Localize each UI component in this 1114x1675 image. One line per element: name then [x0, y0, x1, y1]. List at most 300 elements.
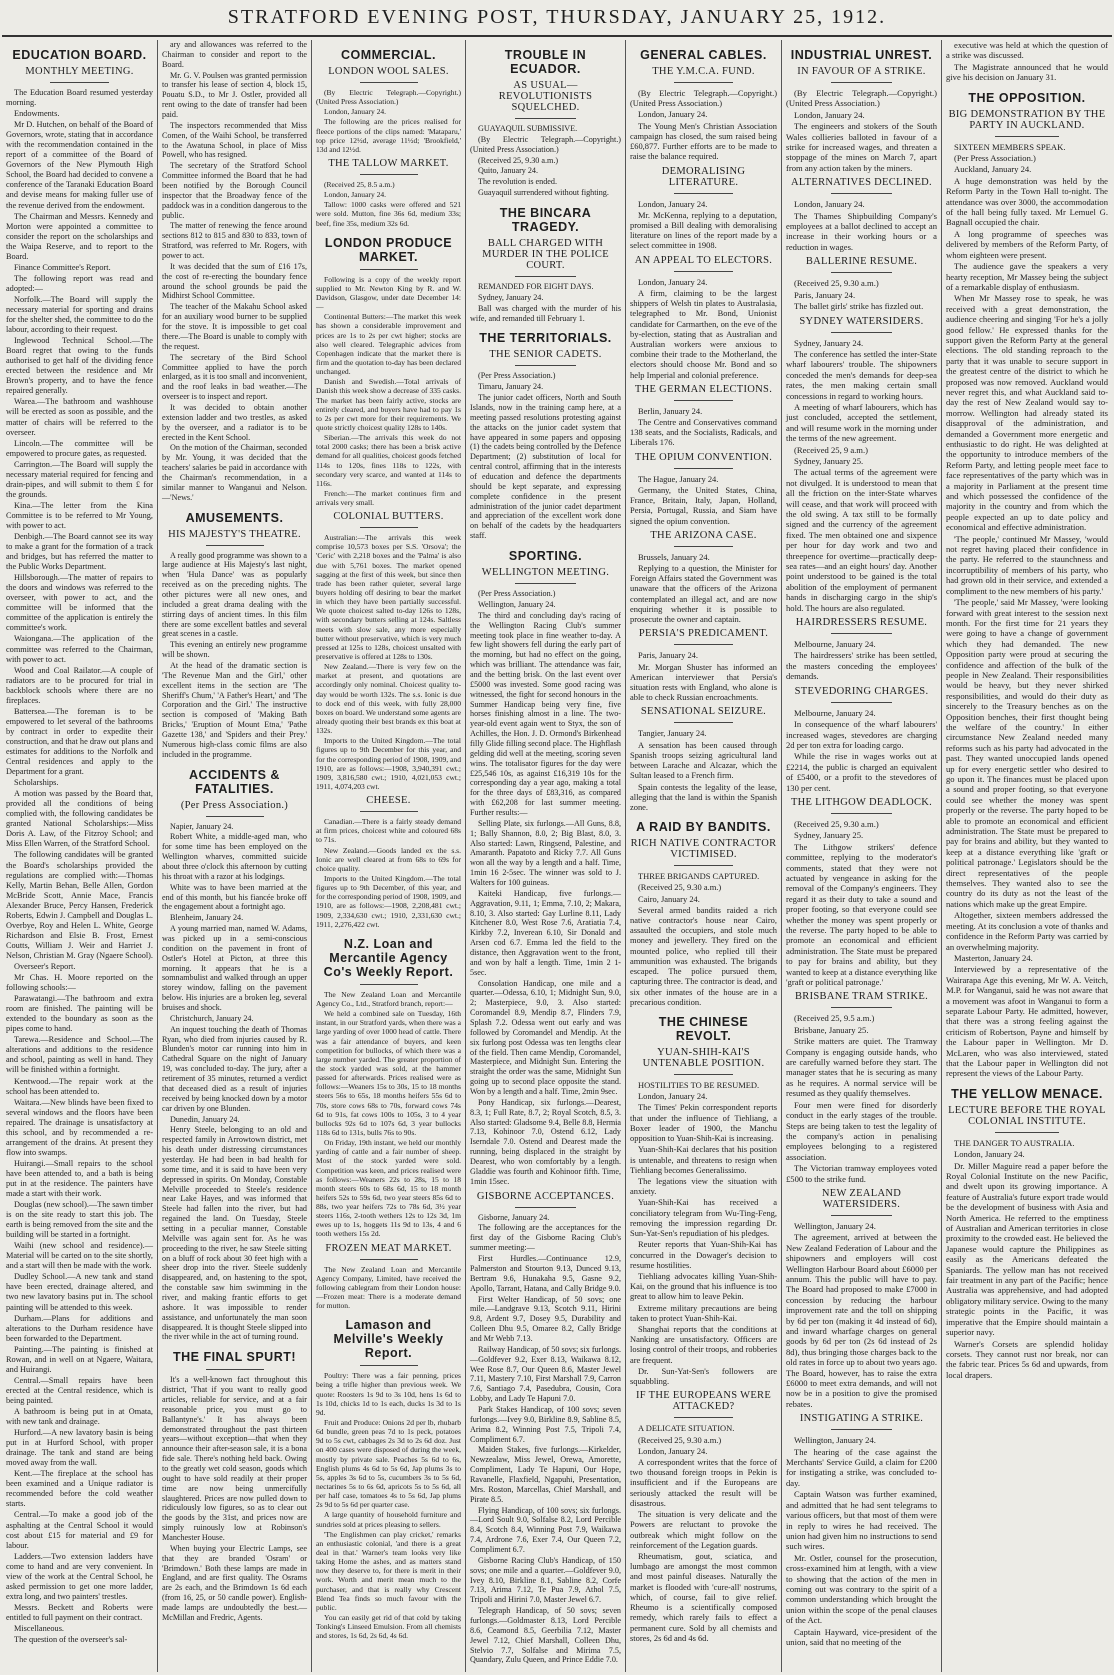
- separator-rule: [515, 583, 575, 584]
- article-paragraph: An inquest touching the death of Thomas Ryan, who died from injuries caused by R. Blunden's motor car running into him in Cathedral Square on the night of January 19, was concluded to-day. The jury, after a retirement of 35 minutes, returned a verdict that deceased died as a result of injuries received by being knocked down by a motor car driven by one Blunden.: [162, 1024, 307, 1113]
- article-paragraph: Kaiteki Handicap, five furlongs.—Aggravation, 9.11, 1; Emma, 7.10, 2; Makara, 8.10, 3. Also started: Gay Lurline 8.11, Lady Kitchener 8.0, West Rose 7.6, Aratiatia 7.4, Kirkby 7.2, Inverean 6.10, Sir Donald and Arsen cod 6.7. Emma led the field to the distance, then Aggravation went to the front, and won by half a length. Time, 1min 2 1-5sec.: [470, 888, 621, 977]
- article-paragraph: executive was held at which the question of a strike was discussed.: [946, 40, 1108, 61]
- article-paragraph: A really good programme was shown to a large audience at His Majesty's last night, when 'Hula Dance' was as popularly received as on the preceding nights. The other pictures were all new ones, and included a great drama dealing with the stirring days of ancient times. In this film there are some excellent battles and several great scenes in a castle.: [162, 550, 307, 639]
- article-paragraph: The Centre and Conservatives command 138 seats, and the Socialists, Radicals, and Liberals 176.: [630, 417, 777, 448]
- article-block: [786, 686, 937, 793]
- article-paragraph: Wellington, January 24.: [794, 1220, 876, 1231]
- article-subheading: CHEESE.: [366, 795, 411, 807]
- article-paragraph: Ladders.—Two extension ladders have come to hand and are very convenient. In view of the work at the Central School, he asked permission to get one more ladder, extra long, and two painters' trestles.: [6, 1551, 153, 1601]
- article-paragraph: The secretary of the Stratford School Committee informed the Board that he had been notified by the Borough Council inspector that the Broadway fence of the paddock was in a condition dangerous to the public.: [162, 161, 307, 220]
- article-paragraph: Kina.—The letter from the Kina Committee is to be referred to Mr Young, with power to act.: [6, 500, 153, 530]
- article-paragraph: A motion was passed by the Board that, provided all the conditions of being complied with, the following candidates be granted National Scholarships:—Miss Doris A. Law, of the Fitzroy School; and Miss Ellen Warren, of the Stratford School.: [6, 789, 153, 849]
- separator-rule: [360, 1365, 418, 1366]
- article-paragraph: Kent.—The fireplace at the school has been examined and a Unique radiator is recommended before the cold weather starts.: [6, 1469, 153, 1509]
- article-paragraph: London, January 24.: [638, 1091, 708, 1102]
- article-paragraph: Railway Handicap, of 50 sovs; six furlongs.—Goldfever 9.2, Exer 8.13, Waikawa 8.12, Wee Rose 8.7, Our Queen 8.6, Master Jewel 7.11, Mastery 7.10, First Marshall 7.9, Carron 7.6, Santiago 7.4, Pasedubra, Cousin, Cora Lobby, and Lady Te Hapuni 7.0.: [470, 1344, 621, 1404]
- article-paragraph: Tiehliang advocates killing Yuan-Shih-Kai, on the ground that his influence is too great to allow him to leave Pekin.: [630, 1270, 777, 1302]
- article-paragraph: You can easily get rid of that cold by taking Tonking's Linseed Emulsion. From all chemists and stores, 1s 6d, 2s 6d, 4s 6d.: [316, 1612, 461, 1641]
- article-paragraph: Painting.—The painting is finished at Rowan, and in well on at Ngaere, Waitara, and Huirangi.: [6, 1344, 153, 1374]
- article-paragraph: (Received 25, 9.30 a.m.): [478, 155, 559, 165]
- article-paragraph: Lincoln.—The committee will be empowered to procure gates, as requested.: [6, 438, 153, 458]
- article-subheading: WELLINGTON MEETING.: [481, 567, 610, 579]
- article-paragraph: London, January 24.: [794, 109, 865, 120]
- article-paragraph: The matter of renewing the fence around sections 812 to 815 and 830 to 833, town of Stratford, was referred to Mr. Rogers, with power to act.: [162, 221, 307, 261]
- separator-rule: [674, 546, 733, 547]
- separator-rule: [831, 1215, 891, 1216]
- article-paragraph: Tallow: 1000 casks were offered and 521 were sold. Mutton, fine 36s 6d, medium 33s; beef, fine 35s, medium 32s 6d.: [316, 200, 461, 228]
- article-paragraph: Dudley School.—A new tank and stand have been erected, drainage altered, and two new lavatory basins put in. The school painting will be attended to this week.: [6, 1272, 153, 1312]
- article-paragraph: Imports to the United Kingdom.—The total figures up to 9th December for this year, and for the corresponding period of 1908, 1909, and 1910, are as follows:—1908, 3,940,391 cwt.; 1909, 3,816,580 cwt.; 1910, 4,021,053 cwt.; 1911, 4,074,203 cwt.: [316, 736, 461, 791]
- article-paragraph: Gisborne, January 24.: [478, 1212, 550, 1222]
- article-paragraph: Robert White, a middle-aged man, who for some time has been employed on the Wellington wharves, committed suicide about three o'clock this afternoon by cutting his throat with a razor at his lodgings.: [162, 832, 307, 881]
- article-subheading: BRISBANE TRAM STRIKE.: [795, 991, 928, 1003]
- article-paragraph: Inglewood Technical School.—The Board regret that owing to the funds authorised to get half of the dividing fence erected between the residence and Mr Brown's property, and to have the fence repaired generally.: [6, 336, 153, 396]
- article-subheading: THE GERMAN ELECTIONS.: [634, 383, 773, 395]
- article-paragraph: Telegraph Handicap, of 50 sovs; seven furlongs.—Goldmaster 8.13, Lord Percible 8.6, Ceamond 8.5, Geerbilia 7.12, Master Jewel 7.12, Chief Marshall, Colleen Dhu, Stelvio 7.7, Solfalse and Mirima 7.5, Quandary, Zulu Queen, and Prince Eddie 7.0.: [470, 1606, 621, 1665]
- article-paragraph: Durham.—Plans for additions and alterations to the Durham residence have been forwarded to the Department.: [6, 1313, 153, 1343]
- article-paragraph: Central.—To make a good job of the asphalting at the Central School it would cost about £15 for material and £9 for labour.: [6, 1510, 153, 1550]
- article-paragraph: Huirangi.—Small repairs to the school have been attended to, and a bath is being put in at the residence. The painters have made a start with their work.: [6, 1158, 153, 1199]
- article-subheading: STEVEDORING CHARGES.: [794, 685, 929, 697]
- separator-rule: [206, 816, 264, 817]
- article-paragraph: The question of the overseer's sal-: [14, 1635, 128, 1645]
- article-paragraph: A large quantity of household furniture and sundries sold at prices pleasing to sellers.: [316, 1510, 461, 1529]
- article-block: [470, 48, 621, 198]
- separator-rule: [360, 82, 418, 83]
- article-paragraph: Tarewa.—Residence and School.—The alterations and additions to the residence and school, painting as well in hand. They will be finished within a fortnight.: [6, 1035, 153, 1075]
- article-paragraph: While the rise in wages works out at £2214, the public is charged an equivalent of £5400, or a profit to the stevedores of 130 per cent.: [786, 751, 937, 793]
- article-paragraph: London, January 24.: [324, 190, 387, 200]
- article-subheading: BIG DEMONSTRATION BY THE PARTY IN AUCKLAND.: [948, 108, 1106, 131]
- article-paragraph: Extreme military precautions are being taken to protect Yuan-Shih-Kai.: [630, 1302, 777, 1323]
- article-paragraph: A huge demonstration was held by the Reform Party in the Town Hall to-night. The attendance was over 3000, the accommodation of the hall being fully taxed. Mr Lemuel G. Bagnall occupied the chair.: [946, 175, 1108, 228]
- article-paragraph: The inspectors recommended that Miss Comen, of the Waihi School, be transferred to the Awatuna School, in place of Miss Powell, who has resigned.: [162, 120, 307, 160]
- article-paragraph: Dr. Miller Maguire read a paper before the Royal Colonial Institute on the new Pacific, and dwelt upon its growing importance. A feature of Australia's future export trade would be the development of business with Asia and North America. He referred to the emptiness of Australian and American territories in close proximity to the crowded east. He believed the Japanese would capture the Philippines as easily as the Americans defeated the Spaniards. The yellow man has not received fair treatment in any part of the Pacific; hence Australia was apprehensive, and had adopted obligatory military service. Owing to the many strategic points in the Pacific, it was imperative that the Empire should maintain a superior navy.: [946, 1160, 1108, 1338]
- article-block: [630, 48, 777, 162]
- separator-rule: [831, 272, 891, 273]
- article-paragraph: REMANDED FOR EIGHT DAYS.: [478, 282, 594, 292]
- article-block: [316, 158, 461, 228]
- article-subheading: THE TALLOW MARKET.: [328, 157, 449, 169]
- article-paragraph: Mr. Morgan Shuster has informed an American interviewer that Persia's situation rests with England, who alone is able to check Russian encroachments.: [630, 661, 777, 703]
- article-paragraph: Napier, January 24.: [170, 821, 234, 831]
- article-block: [316, 1243, 461, 1311]
- article-paragraph: Mr. G. V. Poulsen was granted permission to transfer his lease of section 4, block 15, Pouatu S.D., to Mr J. Ostler, provided all rent owing to the date of transfer had been paid.: [162, 70, 307, 120]
- article-paragraph: On Friday, 19th instant, we held our monthly yarding of cattle and a fair number of sheep. Most of the stock yarded were sold. Competition was keen, and prices realised were as follows:—Weaners 22s to 28s, 15 to 18 month steers 60s to 68s 6d, 15 to 18 month heifers 52s to 59s 6d, two year steers 85s 6d to 88s, two year heifers 72s to 78s 6d, 3½ year steers 116s, 2-tooth wethers 12s to 12s 3d, 1m ewes up to 1s, hoggets 11s 9d to 13s, 4 and 6 tooth wethers 15s 2d.: [316, 1138, 461, 1239]
- article-paragraph: Dunedin, January 24.: [170, 1114, 240, 1124]
- article-block: [316, 795, 461, 929]
- article-paragraph: The Victorian tramway employees voted £500 to the strike fund.: [786, 1163, 937, 1184]
- article-block: [162, 511, 307, 760]
- article-subheading: RICH NATIVE CONTRACTOR VICTIMISED.: [630, 838, 777, 861]
- article-paragraph: The revolution is ended.: [478, 177, 557, 187]
- article-paragraph: A sensation has been caused through Spanish troops seizing agricultural land between Larache and Alcazar, which the Sultan leased to a French firm.: [630, 739, 777, 781]
- article-paragraph: The Times' Pekin correspondent reports that under the influence of Tiehliang, a Boxer leader of 1900, the Manchu opposition to Yuan-Shih-Kai is increasing.: [630, 1102, 777, 1144]
- article-block: [316, 511, 461, 791]
- article-paragraph: Mr. McKenna, replying to a deputation, promised a Bill dealing with demoralising literature on lines of the report made by a select committee in 1908.: [630, 209, 777, 251]
- article-block: [630, 452, 777, 526]
- article-paragraph: Kentwood.—The repair work at the school has been attended to.: [6, 1076, 153, 1096]
- article-paragraph: Hillsborough.—The matter of repairs to the doors and windows was referred to the overseer, with power to act, and the committee will be informed that the committee of the application is entirely the committee's work.: [6, 573, 153, 633]
- article-paragraph: Timaru, January 24.: [478, 382, 544, 392]
- article-subheading: LECTURE BEFORE THE ROYAL COLONIAL INSTITUTE.: [948, 1104, 1106, 1127]
- article-paragraph: ary and allowances was referred to the Chairman to consider and report to the Board.: [162, 40, 307, 69]
- separator-rule: [515, 276, 575, 277]
- article-paragraph: Norfolk.—The Board will supply the necessary material for sporting and drains for the shelter shed, the committee to do the labour, according to their request.: [6, 294, 153, 335]
- article-paragraph: Park Stakes Handicap, of 100 sovs; seven furlongs.—Ivey 9.0, Birkline 8.9, Sabline 8.5, Arima 8.2, Winning Post 7.5, Tripoli 7.4, Compliment 6.7.: [470, 1404, 621, 1444]
- article-paragraph: The teacher of the Makahu School asked for an auxiliary wood burner to be supplied for the stove. It is impossible to get coal there.—The Board is unable to comply with the request.: [162, 302, 307, 351]
- article-paragraph: The hearing of the case against the Merchants' Service Guild, a claim for £200 for instigating a strike, was concluded to-day.: [786, 1446, 937, 1488]
- article-subheading: THE Y.M.C.A. FUND.: [652, 66, 755, 77]
- article-paragraph: Replying to a question, the Minister for Foreign Affairs stated the Government was unaware that the officers of the Arizona contemplated an illegal act, and are now enquiring whether it is possible to prosecute the owner and captain.: [630, 563, 777, 625]
- article-paragraph: London, January 24.: [794, 199, 865, 210]
- article-paragraph: The audience gave the speakers a very hearty reception, Mr Massey being the subject of a remarkable display of enthusiasm.: [946, 261, 1108, 292]
- article-subheading: LONDON WOOL SALES.: [328, 66, 449, 77]
- article-paragraph: Captain Hayward, vice-president of the union, said that no meeting of the: [786, 1626, 937, 1647]
- article-subheading: MONTHLY MEETING.: [25, 66, 134, 77]
- article-heading: ACCIDENTS & FATALITIES.: [189, 767, 280, 796]
- separator-rule: [674, 400, 733, 401]
- article-paragraph: Canadian.—There is a fairly steady demand at firm prices, choicest white and coloured 68s to 71s.: [316, 817, 461, 845]
- article-paragraph: Paris, January 24.: [794, 289, 856, 300]
- article-subheading: THE ARIZONA CASE.: [650, 529, 757, 541]
- separator-rule: [674, 644, 733, 645]
- article-paragraph: The Chairman and Messrs. Kennedy and Morton were appointed a committee to consider the report on the scholarships and the Waipa Reserve, and to report to the Board.: [6, 211, 153, 261]
- article-paragraph: (By Electric Telegraph.—Copyright.) (United Press Association.): [316, 88, 461, 107]
- article-paragraph: Miscellaneous.: [14, 1623, 65, 1633]
- article-block: [316, 48, 461, 154]
- article-paragraph: It was decided to obtain another extension ladder and two trestles, as asked by the overseer, and a radiator is to be erected in the Kent School.: [162, 402, 307, 442]
- article-block: [786, 1188, 937, 1409]
- article-paragraph: Wellington, January 24.: [794, 1435, 876, 1446]
- article-block: [630, 706, 777, 812]
- article-paragraph: (Received 25, 9.30 a.m.): [794, 818, 879, 829]
- article-paragraph: The New Zealand Loan and Mercantile Agency Co., Ltd., Stratford branch, report:—: [316, 989, 461, 1008]
- separator-rule: [831, 633, 891, 634]
- separator-rule: [674, 271, 733, 272]
- article-heading: A RAID BY BANDITS.: [636, 820, 771, 835]
- separator-rule: [674, 1417, 733, 1418]
- article-heading: THE YELLOW MENACE.: [951, 1086, 1103, 1101]
- article-paragraph: (Received 25, 9 a.m.): [794, 444, 868, 455]
- article-block: [786, 177, 937, 252]
- article-paragraph: The agreement, arrived at between the New Zealand Federation of Labour and the shipowners and employers will cost Wellington Harbour Board about £6000 per annum. This the public will have to pay. The Board had proposed to make £7000 in concession by reducing the harbour improvement rate and the toll on shipping by 6d per ton (making it 4d instead of 6d), and inward wharfage charges on general goods by 6d per ton (2s 6d instead of 2s 8d), thus bringing those charges back to the old rates in force up to about two years ago. The Board, however, has to raise the extra £6000 to meet extra demands, and will not now be in a position to give the promised rebates.: [786, 1232, 937, 1409]
- article-paragraph: A firm, claiming to be the largest shippers of Welsh tin plates to Australasia, telegraphed to Mr. Bond, Unionist candidate for Carmarthen, on the eve of the by-election, stating that as Australian and Australian workers were anxious to combine their trade to the Motherland, the electors should choose Mr. Bond and so help Imperial and colonial preference.: [630, 287, 777, 380]
- article-paragraph: Mr. Ostler, counsel for the prosecution, cross-examined him at length, with a view to showing that the action of the men in coming out was contrary to the spirit of a common understanding which brought the union within the scope of the penal clauses of the Act.: [786, 1552, 937, 1626]
- article-subheading: AN APPEAL TO ELECTORS.: [634, 254, 773, 266]
- article-subheading: ALTERNATIVES DECLINED.: [791, 177, 932, 189]
- article-paragraph: The Thames Shipbuilding Company's employees at a ballot declined to accept an increase in their working hours or a reduction in wages.: [786, 210, 937, 252]
- article-paragraph: Maiden Stakes, five furlongs.—Kirkelder, Newzealaw, Miss Jewel, Orewa, Amorette, Compliment, Lady Te Hapuni, Our Hope, Ravanelle, Flaxfield, Ngapuhi, Presentation, Mrs. Roston, Marcellas, Chief Marshall, and Pirate 8.5.: [470, 1445, 621, 1504]
- article-paragraph: (Per Press Association.): [478, 371, 556, 381]
- article-block: [470, 549, 621, 1187]
- article-block: [786, 797, 937, 988]
- article-paragraph: Sydney, January 24.: [478, 292, 544, 302]
- article-paragraph: Fruit and Produce: Onions 2d per lb, rhubarb 6d bundle, green peas 7d to 1s peck, potatoes 9d to 5s cwt, cabbages 2s 3d to 2s 6d doz. Just on 400 cases were disposed of during the week, mostly by private sale. Peaches 5s 6d to 6s, English plums 4s 6d to 5s 6d, Jap plums 3s to 5s, apples 3s 6d to 5s, cucumbers 3s to 5s 6d, nectarines 5s to 6s 6d, apricots 5s to 5s 6d, all per half case, tomatoes 4s to 5s 6d, Jap plums 2s 9d to 5s 6d per quarter case.: [316, 1418, 461, 1510]
- article-heading: THE BINCARA TRAGEDY.: [499, 206, 592, 235]
- column-2: [158, 40, 312, 1672]
- article-paragraph: Warea.—The bathroom and washhouse will be erected as soon as possible, and the matter of chairs will be referred to the overseer.: [6, 397, 153, 437]
- article-paragraph: Captain Watson was further examined, and admitted that he had sent telegrams to various officers, but that most of them were in reply to wires he had received. The union had given him no instructions to send such wires.: [786, 1489, 937, 1552]
- article-subheading: IN FAVOUR OF A STRIKE.: [797, 66, 926, 77]
- article-paragraph: (By Electric Telegraph.—Copyright.) (United Press Association.): [630, 88, 777, 109]
- separator-rule: [995, 1132, 1060, 1133]
- article-block: [630, 1015, 777, 1386]
- article-paragraph: A long programme of speeches was delivered by members of the Reform Party, of whom eighteen were present.: [946, 228, 1108, 260]
- article-subheading: GISBORNE ACCEPTANCES.: [476, 1190, 615, 1202]
- article-paragraph: French:—The market continues firm and arrivals very small.: [316, 488, 461, 508]
- article-paragraph: Poultry: There was a fair penning, prices being a trifle higher than previous week. We quote: Roosters 1s 9d to 3s 10d, hens 1s 6d to 1s 10d, chicks 1d to 1s each, ducks 1s 3d to 1s 9d.: [316, 1371, 461, 1417]
- article-paragraph: First Welter Handicap, of 50 sovs; one mile.—Landgrave 9.13, Scotch 9.11, Hirini 9.8, Ardent 9.7, Dosey 9.5, Durability and Colleen Dhu 9.5, Omaree 8.2, Cally Bridge and Mr Webb 7.13.: [470, 1294, 621, 1343]
- article-paragraph: Rheumatism, gout, sciatica, and lumbago are amongst the most common and most painful diseases. Naturally the market is flooded with 'cure-all' nostrums, which, of course, fail to give relief. Rheumo is a scientifically composed remedy, which rarely fails to effect a permanent cure. Sold by all chemists and stores, 2s 6d and 4s 6d.: [630, 1550, 777, 1643]
- article-paragraph: (Received 25, 9.30 a.m.): [638, 1434, 722, 1445]
- article-heading: THE CHINESE REVOLT.: [658, 1015, 749, 1043]
- article-paragraph: A correspondent writes that the force of two thousand foreign troops in Pekin is insufficient and if the Europeans are seriously attacked the result will be disastrous.: [630, 1457, 777, 1508]
- column-3: [312, 40, 466, 1672]
- separator-rule: [206, 1369, 264, 1370]
- column-4: [466, 40, 626, 1672]
- article-paragraph: Masterton, January 24.: [954, 952, 1033, 963]
- article-block: [470, 331, 621, 541]
- article-heading: N.Z. Loan and Mercantile Agency Co's Weekly Report.: [323, 936, 454, 979]
- article-paragraph: Cairo, January 24.: [638, 893, 700, 904]
- article-paragraph: Messrs. Beckett and Roberts were entitled to full payment on their contract.: [6, 1602, 153, 1622]
- separator-rule: [831, 1007, 891, 1008]
- separator-rule: [831, 1429, 891, 1430]
- article-paragraph: Following is a copy of the weekly report supplied to Mr. Newton King by R. and W. Davidson, Glasgow, under date December 14:—: [316, 274, 461, 312]
- article-heading: EDUCATION BOARD.: [12, 48, 147, 62]
- article-subheading: SYDNEY WATERSIDERS.: [799, 315, 924, 327]
- columns-container: [2, 40, 1112, 1672]
- article-paragraph: Warner's Corsets are splendid holiday corsets. They cannot rust nor break, nor can the fabric tear. Prices 5s 6d and upwards, from local drapers.: [946, 1338, 1108, 1380]
- article-paragraph: Imports to the United Kingdom.—The total figures up to 9th December, of this year, and for the corresponding period of 1908, 1909, and 1910, are as follows:—1908, 2,208,481 cwt.; 1909, 2,334,630 cwt.; 1910, 2,331,630 cwt.; 1911, 2,276,422 cwt.: [316, 873, 461, 929]
- article-heading: Lamason and Melville's Weekly Report.: [333, 1318, 444, 1361]
- column-6: [782, 40, 942, 1672]
- article-heading: THE TERRITORIALS.: [479, 331, 612, 346]
- article-paragraph: The hairdressers' strike has been settled, the masters conceding the employees' demands.: [786, 650, 937, 682]
- column-7: [942, 40, 1112, 1672]
- separator-rule: [831, 813, 891, 814]
- article-paragraph: A DELICATE SITUATION.: [638, 1423, 735, 1434]
- article-paragraph: The Lithgow strikers' defence committee, replying to the moderator's comments, stated that they were not actuated by vengeance in asking for the removal of the Company's engineers. They regard it as their duty to take a sound and proper footing, so that everyone could see whether the money was spent properly or the reverse. The party hoped to be able to promote an economical and efficient administration. The State must be prepared to pay for brains and ability, but they wanted to keep at a distance everything like 'graft or political patronage.': [786, 841, 937, 988]
- article-paragraph: Flying Handicap, of 100 sovs; six furlongs.—Lord Soult 9.0, Solfalse 8.2, Lord Percible 8.4, Scotch 8.4, Winning Post 7.9, Waikawa 7.4, Ardrone 7.6, Exer 7.4, Our Queen 7.2, Compliment 6.7.: [470, 1505, 621, 1554]
- article-paragraph: Melbourne, January 24.: [794, 707, 876, 718]
- article-paragraph: Shanghai reports that the conditions at Nanking are unsatisfactory. Officers are losing control of their troops, and robberies are frequent.: [630, 1324, 777, 1365]
- article-block: [630, 255, 777, 380]
- article-paragraph: Several armed bandits raided a rich native contractor's house near Cairo, assaulted the occupiers, and stole much money and jewellery. They fired on the mounted police, who replied till their ammunition was exhausted. The brigands escaped. The police pursued them, capturing three. The contractor is dead, and six other inmates of the house are in a precarious condition.: [630, 904, 777, 1007]
- article-paragraph: (Received 25, 9.5 a.m.): [794, 1013, 875, 1024]
- separator-rule: [995, 136, 1060, 137]
- article-paragraph: Guayaquil surrendered without fighting.: [478, 188, 609, 198]
- article-block: [630, 628, 777, 702]
- article-paragraph: Gisborne Racing Club's Handicap, of 150 sovs; one mile and a quarter.—Goldfever 9.0, Ivey 8.10, Birkline 8.1, Sabline 8.2, Corfe 7.13, Arima 7.12, Te Pua 7.9, Athol 7.5, Tripoli and Hirini 7.0, Master Jewel 6.7.: [470, 1555, 621, 1605]
- article-block: [786, 617, 937, 682]
- article-paragraph: A bathroom is being put in at Omata, with new tank and drainage.: [6, 1407, 153, 1427]
- article-heading: INDUSTRIAL UNREST.: [790, 48, 933, 62]
- article-paragraph: The conference has settled the inter-State wharf labourers' trouble. The shipowners conceded the men's demands for deep-sea rates, the men making certain small concessions in regard to working hours.: [786, 348, 937, 401]
- article-paragraph: 'The people,' continued Mr Massey, 'would not regret having placed their confidence in the party. He referred to the staunchness and incorruptibility of members of his party, who had grown old in their service, and extended a compliment to the new members of his party.': [946, 533, 1108, 596]
- article-paragraph: Siberian.—The arrivals this week do not total 2000 casks; there has been a brisk active demand for all qualities, choicest goods fetched 114s to 120s, fines 118s to 122s, with secondary very scarce, and wanted at 114s to 116s.: [316, 433, 461, 488]
- article-paragraph: Auckland, January 24.: [954, 164, 1032, 175]
- article-paragraph: Australian:—The arrivals this week comprise 10,573 boxes per S.S. 'Orsova'; the 'Ceric' with 2,218 boxes and the 'Palma' is also due with 5,761 boxes. The market opened sagging at the first of this week, but since then trade has been rather quieter, several large buyers holding off desiring to bear the market in which they have been partially successful. We quote choicest salted to-day 126s to 128s, with secondary butters selling at 124s. Saltless meets with slow sale, any more especially butter without preservative, which is very much pressed at 125s to 128s, choicest unsalted with preservative is offered at 128s to 130s.: [316, 533, 461, 662]
- article-paragraph: Henry Steele, belonging to an old and respected family in Arrowtown district, met his death under distressing circumstances yesterday. He had been in bad health for some time, and it is said to have been very depressed in spirits. On Monday, Constable Melville proceeded to Steele's residence near Lake Hayes, and was informed that Steele had fallen into the river, but had regained the land. On Tuesday, Steele setting in a peculiar manner, Constable Melville was again sent for. As he was proceeding to the river, he saw Steele sitting on a bluff of rock about 30 feet high with a sheer drop into the river. Steele suddenly disappeared, and, on hastening to the spot, the constable saw him swimming in the river, and making frantic efforts to get ashore. It was impossible to render assistance, and unfortunately the man soon disappeared. It is thought Steele slipped into the river while in the act of turning round.: [162, 1125, 307, 1342]
- article-heading: THE OPPOSITION.: [968, 90, 1086, 105]
- article-paragraph: Blenheim, January 24.: [170, 913, 244, 923]
- article-subheading: AS USUAL—REVOLUTIONISTS SQUELCHED.: [498, 80, 593, 113]
- article-paragraph: Strike matters are quiet. The Tramway Company is engaging outside hands, who are carefully warned before they start. The manager states that he is securing as many as he requires. A normal service will be resumed as they qualify themselves.: [786, 1036, 937, 1099]
- article-paragraph: SIXTEEN MEMBERS SPEAK.: [954, 141, 1066, 152]
- article-paragraph: Selling Plate, six furlongs.—All Guns, 8.8, 1; Bally Shannon, 8.0, 2; Big Blast, 8.0, 3. Also started: Lawn, Ringsend, Palestine, and Amaranth. Papatoto and Ricky 7.7. All Guns won all the way by a length and a half. Time, 1min 16 2-5sec. The winner was sold to J. Walters for 100 guineas.: [470, 818, 621, 887]
- article-block: [630, 384, 777, 448]
- article-paragraph: THREE BRIGANDS CAPTURED.: [638, 871, 760, 882]
- column-1: [2, 40, 158, 1672]
- article-paragraph: Brisbane, January 25.: [794, 1024, 869, 1035]
- article-paragraph: (By Electric Telegraph.—Copyright.) (United Press Association.): [470, 134, 621, 154]
- article-paragraph: Waiongana.—The application of the committee was referred to the Chairman, with power to act.: [6, 634, 153, 664]
- article-paragraph: New Zealand.—Goods landed ex the s.s. Ionic are well cleared at from 68s to 69s for choice quality.: [316, 845, 461, 873]
- article-block: [162, 1350, 307, 1622]
- article-paragraph: New Zealand.—There is very few on the market at present, and quotations are accordingly only nominal. Choicest quality to-day would be worth 132s. The s.s. Ionic is due to dock end of this week, with fully 28,000 boxes on board. We understand some agents are already quoting their best brands ex this boat at 132s.: [316, 662, 461, 736]
- article-paragraph: London, January 24.: [324, 107, 387, 117]
- article-paragraph: HOSTILITIES TO BE RESUMED.: [638, 1080, 760, 1090]
- separator-rule: [515, 365, 575, 366]
- article-paragraph: (Per Press Association.): [478, 589, 556, 599]
- column-5: [626, 40, 782, 1672]
- article-paragraph: It's a well-known fact throughout this district, 'That if you want to really good articles, reliable for service, and at a fair reasonable price, you must go to Ballantyne's.' It has always been demonstrated throughout the past thirteen years—without exception—that when they announce their after-season sale, it is a bona fide sale. There's nothing held back. Owing to the greatly wet cold season, goods which ought to have sold readily at their proper time are now being unmercifully slaughtered. Prices are now pulled down to ridiculously low figures, so as to clear out the goods by the 31st, and prices now are simply ruinously low at Robinson's Manchester House.: [162, 1375, 307, 1543]
- article-block: [946, 40, 1108, 83]
- separator-rule: [831, 82, 891, 83]
- article-paragraph: The engineers and stokers of the South Wales collieries balloted in favour of a strike for increased wages, and threaten a stoppage of the mines on March 7, apart from any action taken by the miners.: [786, 121, 937, 173]
- article-block: [162, 768, 307, 1343]
- article-paragraph: This evening an entirely new programme will be shown.: [162, 640, 307, 660]
- article-block: [316, 937, 461, 1239]
- article-paragraph: Sydney, January 25.: [794, 830, 864, 841]
- article-subheading: COLONIAL BUTTERS.: [333, 511, 444, 523]
- article-subheading: IF THE EUROPEANS WERE ATTACKED?: [635, 1390, 772, 1413]
- article-paragraph: Dr. Sun-Yat-Sen's followers are squabbling.: [630, 1365, 777, 1387]
- article-paragraph: (Per Press Association.): [954, 153, 1036, 164]
- separator-rule: [360, 527, 418, 528]
- article-block: [316, 1318, 461, 1640]
- masthead-rule: [2, 35, 1112, 37]
- article-subheading: BALL CHARGED WITH MURDER IN THE POLICE COURT.: [482, 238, 609, 272]
- separator-rule: [674, 468, 733, 469]
- article-paragraph: Wood and Coal Railator.—A couple of radiators are to be procured for trial in backblock schools where there are no fireplaces.: [6, 665, 153, 705]
- article-paragraph: Sydney, January 24.: [794, 337, 864, 348]
- article-paragraph: On the motion of the Chairman, seconded by Mr. Young, it was decided that the teachers' salaries be paid in accordance with the Chairman's recommendation, in a similar manner to Wanganui and Nelson.—'News.': [162, 443, 307, 502]
- article-subheading: SENSATIONAL SEIZURE.: [640, 706, 767, 718]
- article-heading: LONDON PRODUCE MARKET.: [324, 235, 453, 264]
- article-paragraph: London, January 24.: [638, 198, 708, 209]
- article-paragraph: Ball was charged with the murder of his wife, and remanded till February 1.: [470, 303, 621, 323]
- article-paragraph: London, January 24.: [638, 109, 708, 120]
- article-heading: SPORTING.: [508, 549, 583, 564]
- article-paragraph: It was decided that the sum of £16 17s, the cost of re-erecting the boundary fence around the school grounds be paid the Midhirst School Committee.: [162, 261, 307, 301]
- separator-rule: [831, 193, 891, 194]
- article-subheading: DEMORALISING LITERATURE.: [661, 165, 746, 188]
- separator-rule: [515, 1207, 575, 1208]
- article-paragraph: Mr D. Hutchen, on behalf of the Board of Governors, wrote, stating that in accordance with the recommendation contained in the report of a committee of the Board of Governors of the New Plymouth High School, the Board had decided to convene a conference of the Taranaki Education Board and devise means for making fuller use of the revenue derived from the endowment.: [6, 120, 153, 210]
- article-paragraph: In consequence of the wharf labourers' increased wages, stevedores are charging 2d per ton extra for loading cargo.: [786, 719, 937, 750]
- separator-rule: [674, 193, 733, 194]
- article-paragraph: The situation is very delicate and the Powers are reluctant to provoke the outbreak which might follow on the reinforcement of the Legation guards.: [630, 1509, 777, 1550]
- article-heading: TROUBLE IN ECUADOR.: [504, 48, 587, 76]
- article-paragraph: The following candidates will be granted the Board's scholarships provided the regulations are complied with:—Thomas Kelly, Martin Behan, Belle Allen, Gordon McBride Scott, Annie Mace, Francis Alexander Bruce, Percy Hansen, Frederick Roberts, Edwin J. Campbell and Douglas L. Overbye, Roy and Helen L. White, George Richardson and Elsie B. Frost, Ernest Coutts, William J. Weir and Harriet J. Nelson, Christian M. Gray (Ngaere School).: [6, 850, 154, 960]
- separator-rule: [831, 702, 891, 703]
- article-paragraph: The secretary of the Bird School Committee applied to have the porch enlarged, as it is too small and inconvenient, and the roof leaks in bad weather.—The overseer is to inspect and report.: [162, 352, 307, 402]
- article-paragraph: Spain contests the legality of the lease, alleging that the land is within the Spanish zone.: [630, 781, 777, 812]
- separator-rule: [515, 118, 575, 119]
- article-heading: GENERAL CABLES.: [640, 48, 767, 62]
- article-paragraph: Four men were fined for disorderly conduct in the early stages of the trouble. Steps are being taken to test the legality of the company's action in penalising employees belonging to a registered association.: [786, 1099, 937, 1162]
- article-paragraph: Denbigh.—The Board cannot see its way to make a grant for the formation of a track and bridges, but has referred the matter to the Public Works Department.: [6, 532, 153, 572]
- article-paragraph: Consolation Handicap, one mile and a quarter.—Odessa, 6.10, 1; Midnight Sun, 9.0, 2; Masterpiece, 9.0, 3. Also started: Coromandel 8.9, Mendip 8.7, Flinders 7.9, Splash 7.2. Odessa went out early and was followed by Coromandel and Mendip. At the six furlong post Odessa was ten lengths clear of the field. Then came Mendip, Coromandel, Masterpiece, and Midnight Sun. Entering the straight the order was the same, Midnight Sun going up to second place opposite the stand. Won by a length and a half. Time, 2min 9sec.: [470, 978, 621, 1097]
- article-subheading: THE OPIUM CONVENTION.: [634, 451, 773, 463]
- separator-rule: [50, 82, 109, 83]
- article-block: [630, 820, 777, 1007]
- article-paragraph: London, January 24.: [638, 276, 708, 287]
- article-paragraph: (By Electric Telegraph.—Copyright.) (United Press Association.): [786, 88, 937, 109]
- article-subheading: HAIRDRESSERS RESUME.: [795, 617, 928, 629]
- article-paragraph: Waitara.—New blinds have been fixed to several windows and the floors have been repaired. The drainage is unsatisfactory at this school, and by recommended a re-arrangement of the drains. At present they flow into swamps.: [6, 1097, 153, 1157]
- article-block: [316, 236, 461, 508]
- article-paragraph: Berlin, January 24.: [638, 405, 703, 416]
- article-paragraph: The following are the prices realised for fleece portions of the clips named: 'Mataparu,' top price 12½d, average 11½d; 'Brookfield,' 13d and 12½d.: [316, 117, 461, 154]
- article-subheading: HIS MAJESTY'S THEATRE.: [168, 528, 301, 540]
- article-paragraph: The Magistrate announced that he would give his decision on January 31.: [946, 61, 1108, 83]
- article-paragraph: We held a combined sale on Tuesday, 16th instant, in our Stratford yards, when there was a large yarding of over 1000 head of cattle. There was a fair attendance of buyers, and keen competition for bullocks, of which there was a large number yarded. The greater proportion of the stock yarded was sold, at the hammer passed for afterwards. Prices realised were as follows:—Weaners 15s to 30s, 15 to 18 months steers 56s to 65s, 18 months heifers 55s 6d to 70s, store cows 68s to 70s, forward cows 74s 6d to 91s, fat cows 100s to 105s, 3 to 4 year bullocks 92s 6d to 107s 6d, 3 year bullocks 118s 6d to 131s, bulls 76s to 90s.: [316, 1009, 461, 1137]
- article-block: [470, 1191, 621, 1666]
- separator-rule: [206, 545, 264, 546]
- article-subheading: THE LITHGOW DEADLOCK.: [790, 796, 933, 808]
- article-paragraph: Battersea.—The foreman is to be empowered to let several of the bathrooms by contract in order to expedite their construction, and that he draw out plans and estimates for additions to the Norfolk and Central residences and apply to the Department for a grant.: [6, 706, 153, 777]
- article-paragraph: At the head of the dramatic section is 'The Revenue Man and the Girl,' other excellent items in the section are 'The Sheriff's Chum,' 'A Father's Heart,' and 'The Corporation and the Girl.' The instructive section is composed of 'Making Bath Bricks,' 'Eruption of Mount Etna,' 'Pathe Gazette 138,' and 'Spiders and their Prey.' Numerous high-class comic films are also included in the programme.: [162, 660, 307, 759]
- article-paragraph: Central.—Small repairs have been erected at the Central residence, which is being painted.: [6, 1375, 153, 1405]
- article-subheading: NEW ZEALAND WATERSIDERS.: [821, 1187, 902, 1210]
- article-paragraph: The third and concluding day's racing of the Wellington Racing Club's summer meeting took place in fine weather to-day. A few light showers fell during the early part of the morning, but had no effect on the going, which was brilliant. The attendance was fair, and the betting brisk. On the last event over £5000 was invested. Some good racing was witnessed, the fight for second honours in the Summer Handicap being very fine, five horses finishing almost in a line. The two-year-old event again went to Styx, the son of Achilles, the Hon. J. D. Ormond's Birkenhead filly Glide filling second place. The Highflash gelding did well at the meeting, scoring seven wins. The totalisator figures for the day were £25,546 10s, as against £16,319 10s for the corresponding day a year ago, making a total for the three days of £83,316, as compared with £62,208 for last summer meeting. Further results:—: [470, 610, 621, 817]
- article-paragraph: The legations view the situation with anxiety.: [630, 1175, 777, 1197]
- article-subheading: FROZEN MEAT MARKET.: [325, 1242, 452, 1254]
- article-paragraph: Paris, January 24.: [638, 650, 698, 661]
- separator-rule: [674, 722, 733, 723]
- article-paragraph: Reuter reports that Yuan-Shih-Kai has concurred in the Dowager's decision to resume hostilities.: [630, 1239, 777, 1270]
- article-paragraph: Germany, the United States, China, France, Britain, Italy, Japan, Holland, Persia, Portugal, Russia, and Siam have signed the opium convention.: [630, 484, 777, 526]
- article-paragraph: The following are the acceptances for the first day of the Gisborne Racing Club's summer meeting:—: [470, 1223, 621, 1253]
- article-paragraph: The junior cadet officers, North and South Islands, now in the training camp here, at a meeting passed resolutions protesting against the attacks on the junior cadet system that have appeared in some papers and opposing (1) the cadets being controlled by the Defence Department; (2) substitution of local for central control, affirming that in the interests of education and defence the departments should be kept separate, and expressing complete confidence in the present administration of the junior cadet department and appreciation of the excellent work done on behalf of the cadets by the headquarters staff.: [470, 393, 621, 541]
- article-subheading: YUAN-SHIH-KAI'S UNTENABLE POSITION.: [642, 1047, 765, 1069]
- article-paragraph: Hurford.—A new lavatory basin is being put in at Hurford School, with proper drainage. The tank and stand are being moved away from the wall.: [6, 1428, 153, 1468]
- separator-rule: [360, 984, 418, 985]
- article-paragraph: Waihi (new school and residence).—Material will be carted on to the site shortly, and a start will then be made with the work.: [6, 1241, 153, 1271]
- article-paragraph: Overseer's Report.: [14, 961, 76, 971]
- masthead: STRATFORD EVENING POST, THURSDAY, JANUARY 25, 1912.: [227, 6, 887, 28]
- article-paragraph: London, January 24.: [954, 1149, 1025, 1160]
- article-paragraph: GUAYAQUIL SUBMISSIVE.: [478, 124, 578, 133]
- article-subheading: INSTIGATING A STRIKE.: [799, 1413, 924, 1425]
- article-paragraph: Yuan-Shih-Kai declares that his position is untenable, and threatens to resign when Tiehliang becomes Generalissimo.: [630, 1144, 777, 1175]
- article-paragraph: When buying your Electric Lamps, see that they are branded 'Osram' or 'Brimdown.' Both these lamps are made in England, and are first quality. The Osrams are 2s each, and the Brimdown 1s 6d each (from 16, 25, or 50 candle power). English-made lamps are undoubtedly the best.—McMillan and Fredric, Agents.: [162, 1543, 307, 1622]
- article-paragraph: The New Zealand Loan and Mercantile Agency Company, Limited, have received the following cablegram from their London house:—Frozen meat: There is a moderate demand for mutton.: [316, 1264, 461, 1311]
- article-block: [6, 48, 153, 1645]
- article-paragraph: 'The Englishmen can play cricket,' remarks an enthusiastic colonial, 'and there is a great deal in that.' Warner's team looks very like taking Home the ashes, and as matters stand now they deserve to, for there is merit in their work. Worth and merit mean much to the purchaser, and that is really why Crescent Blend Tea finds so much favour with the public.: [316, 1529, 461, 1612]
- separator-rule: [674, 1074, 733, 1075]
- article-block: [162, 40, 307, 503]
- article-subheading: (Per Press Association.): [180, 799, 289, 811]
- article-paragraph: The ballet girls' strike has fizzled out.: [794, 301, 924, 312]
- article-paragraph: Continental Butters:—The market this week has shown a considerable improvement and prices are 1s to 2s per cwt higher; stocks are also well cleared. Telegraphic advices from Copenhagen indicate that the market there is firm and the quotation to-day has been declared unchanged.: [316, 312, 461, 377]
- article-paragraph: A meeting of wharf labourers, which has just concluded, accepted the settlement, and will resume work in the morning under the terms of the new agreement.: [786, 401, 937, 444]
- article-paragraph: Christchurch, January 24.: [170, 1013, 254, 1023]
